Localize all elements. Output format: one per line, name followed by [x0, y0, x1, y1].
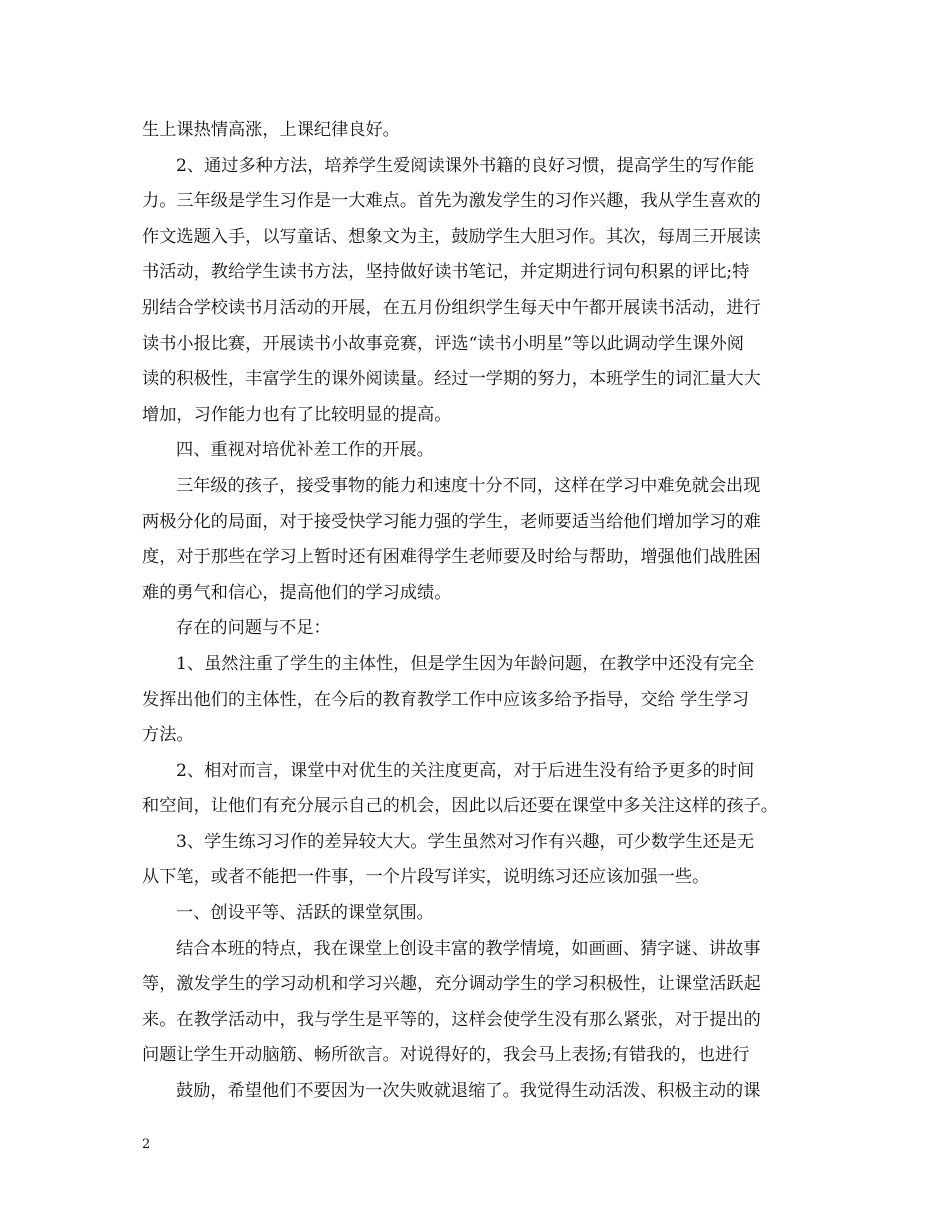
- text-line-11: 三年级的孩子，接受事物的能力和速度十分不同，这样在学习中难免就会出现: [176, 475, 761, 496]
- text-line-2: 2、通过多种方法，培养学生爱阅读课外书籍的良好习惯，提高学生的写作能: [176, 155, 755, 176]
- text-line-5: 书活动，教给学生读书方法，坚持做好读书笔记，并定期进行词句积累的评比;特: [142, 262, 750, 283]
- text-line-16: 1、虽然注重了学生的主体性，但是学生因为年龄问题，在教学中还没有完全: [176, 653, 755, 674]
- text-line-6: 别结合学校读书月活动的开展，在五月份组织学生每天中午都开展读书活动，进行: [142, 297, 761, 318]
- text-line-9: 增加，习作能力也有了比较明显的提高。: [142, 404, 452, 425]
- text-line-4: 作文选题入手，以写童话、想象文为主，鼓励学生大胆习作。其次，每周三开展读: [142, 226, 761, 247]
- text-line-20: 和空间，让他们有充分展示自己的机会，因此以后还要在课堂中多关注这样的孩子。: [142, 796, 778, 817]
- text-line-7: 读书小报比赛，开展读书小故事竞赛，评选“读书小明星”等以此调动学生课外阅: [142, 333, 744, 354]
- problems-heading: 存在的问题与不足：: [176, 618, 331, 639]
- text-line-12: 两极分化的局面，对于接受快学习能力强的学生，老师要适当给他们增加学习的难: [142, 511, 761, 532]
- text-line-28: 鼓励，希望他们不要因为一次失败就退缩了。我觉得生动活泼、积极主动的课: [176, 1081, 761, 1102]
- page-number: 2: [142, 1137, 151, 1152]
- text-line-13: 度，对于那些在学习上暂时还有困难得学生老师要及时给与帮助，增强他们战胜困: [142, 547, 761, 568]
- text-line-17: 发挥出他们的主体性，在今后的教育教学工作中应该多给予指导，交给 学生学习: [142, 689, 750, 710]
- text-line-1: 生上课热情高涨，上课纪律良好。: [142, 120, 400, 140]
- text-line-19: 2、相对而言，课堂中对优生的关注度更高，对于后进生没有给予更多的时间: [176, 760, 755, 781]
- text-line-21: 3、学生练习习作的差异较大大。学生虽然对习作有兴趣，可少数学生还是无: [176, 831, 755, 852]
- text-line-3: 力。三年级是学生习作是一大难点。首先为激发学生的习作兴趣，我从学生喜欢的: [142, 191, 761, 212]
- text-line-27: 问题让学生开动脑筋、畅所欲言。对说得好的，我会马上表扬;有错我的，也进行: [142, 1045, 750, 1066]
- text-line-22: 从下笔，或者不能把一件事，一个片段写详实，说明练习还应该加强一些。: [142, 867, 710, 888]
- text-line-18: 方法。: [142, 725, 194, 746]
- section-heading-1: 一、创设平等、活跃的课堂氛围。: [176, 903, 434, 924]
- text-line-14: 难的勇气和信心，提高他们的学习成绩。: [142, 582, 452, 603]
- text-line-25: 等，激发学生的学习动机和学习兴趣，充分调动学生的学习积极性，让课堂活跃起: [142, 974, 761, 995]
- document-body: [142, 113, 810, 1110]
- text-line-8: 读的积极性，丰富学生的课外阅读量。经过一学期的努力，本班学生的词汇量大大: [142, 369, 761, 390]
- text-line-26: 来。在教学活动中，我与学生是平等的，这样会使学生没有那么紧张，对于提出的: [142, 1009, 761, 1030]
- text-line-24: 结合本班的特点，我在课堂上创设丰富的教学情境，如画画、猜字谜、讲故事: [176, 938, 761, 959]
- section-heading-4: 四、重视对培优补差工作的开展。: [176, 440, 434, 461]
